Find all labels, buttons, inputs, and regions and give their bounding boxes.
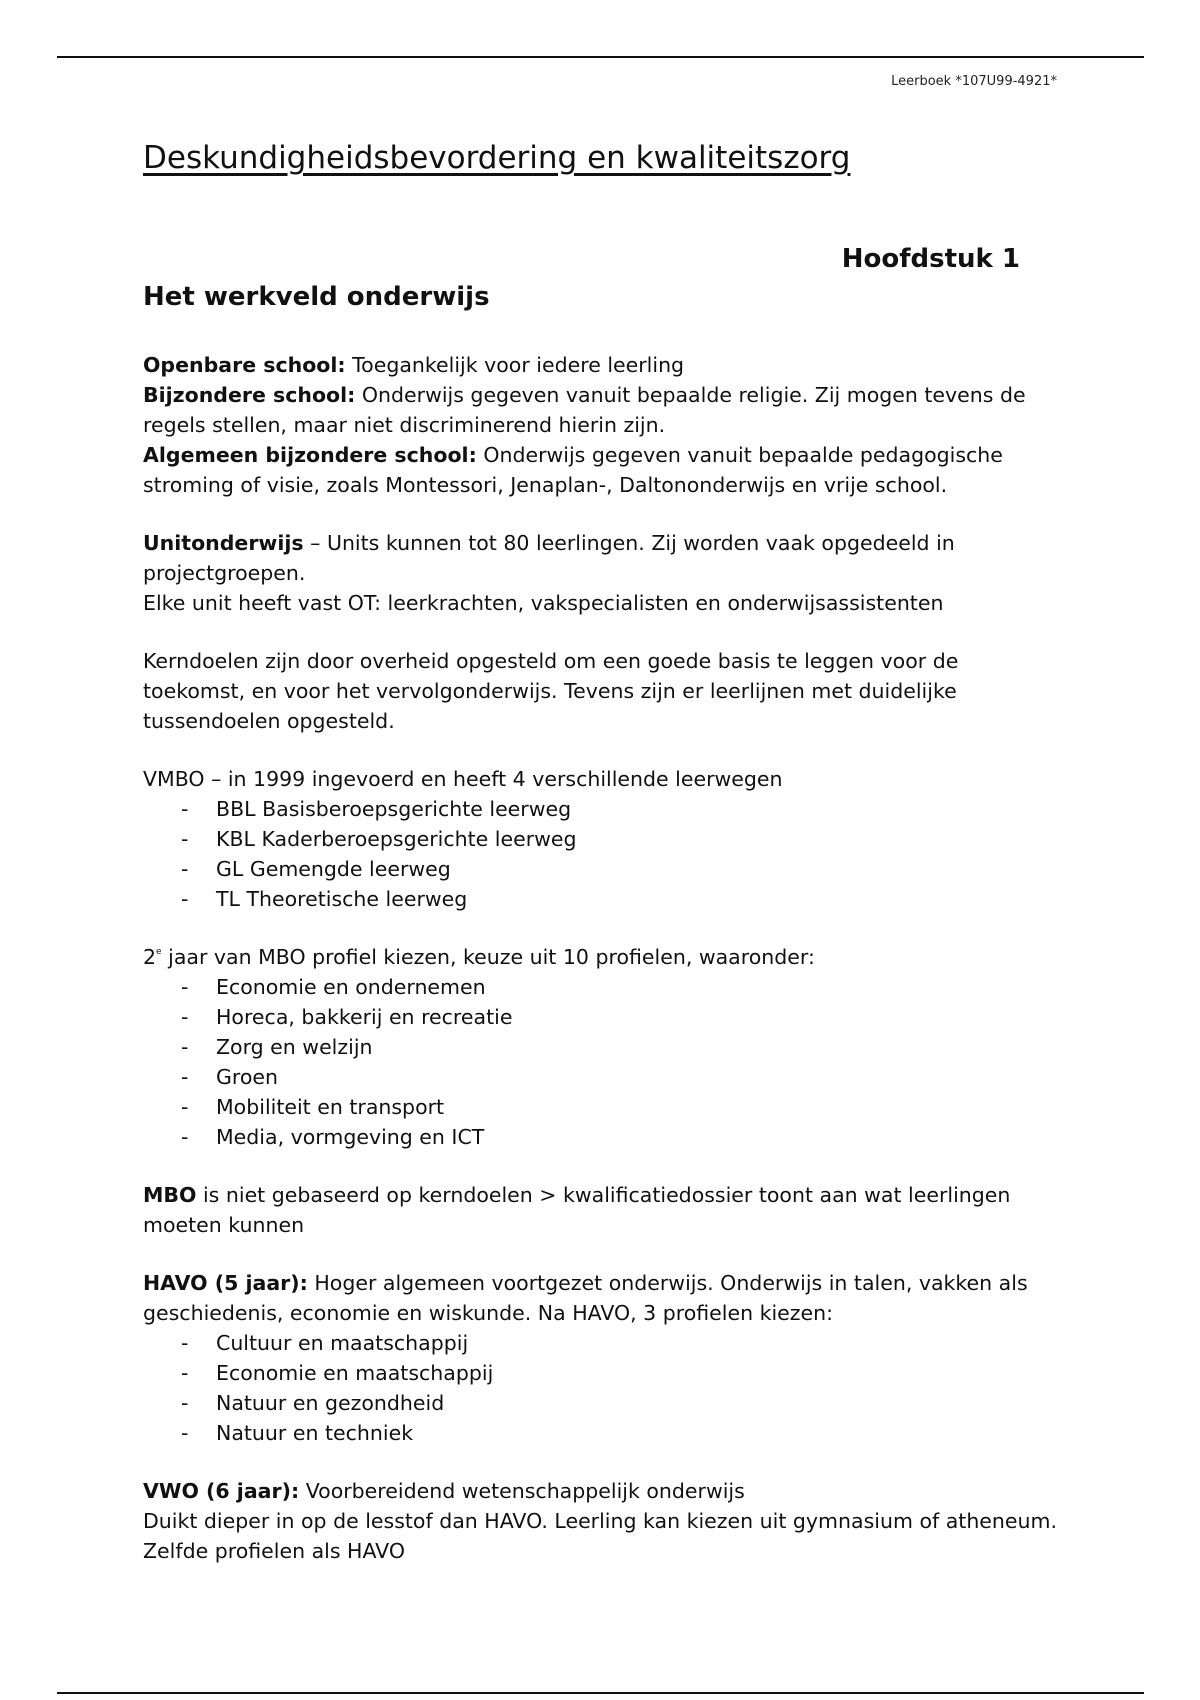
- list-item: - Natuur en gezondheid: [143, 1388, 1063, 1418]
- list-item: - KBL Kaderberoepsgerichte leerweg: [143, 824, 1063, 854]
- ordinal: 2: [143, 945, 157, 969]
- term: MBO: [143, 1183, 197, 1207]
- vmbo-list: [143, 794, 1063, 914]
- list-item: - Media, vormgeving en ICT: [143, 1122, 1063, 1152]
- vwo-line: Zelfde profielen als HAVO: [143, 1539, 405, 1563]
- definition-text: Onderwijs gegeven vanuit bepaalde pedagogische stroming of visie, zoals Montessori, Jenaplan-, Daltononderwijs en vrije school.: [143, 443, 1003, 497]
- term: Openbare school:: [143, 353, 346, 377]
- vwo-line: Duikt dieper in op de lesstof dan HAVO. Leerling kan kiezen uit gymnasium of atheneum.: [143, 1509, 1058, 1533]
- kerndoelen-section: [143, 646, 1063, 736]
- term: HAVO (5 jaar):: [143, 1271, 308, 1295]
- school-types: [143, 350, 1063, 500]
- document-body: [143, 350, 1063, 1594]
- list-item: - Zorg en welzijn: [143, 1032, 1063, 1062]
- unitonderwijs-section: [143, 528, 1063, 618]
- list-item: - Economie en maatschappij: [143, 1358, 1063, 1388]
- list-item: - Horeca, bakkerij en recreatie: [143, 1002, 1063, 1032]
- list-item: - Natuur en techniek: [143, 1418, 1063, 1448]
- term: Unitonderwijs: [143, 531, 304, 555]
- chapter-title: Het werkveld onderwijs: [143, 282, 490, 312]
- list-item: - BBL Basisberoepsgerichte leerweg: [143, 794, 1063, 824]
- havo-profiles-list: [143, 1328, 1063, 1448]
- havo-paragraph: [143, 1268, 1063, 1328]
- definition-text: – Units kunnen tot 80 leerlingen. Zij worden vaak opgedeeld in projectgroepen.: [143, 531, 955, 585]
- definition-text: Toegankelijk voor iedere leerling: [352, 353, 685, 377]
- definition-bijzondere-school: [143, 380, 1063, 440]
- list-item: - Groen: [143, 1062, 1063, 1092]
- list-item: - TL Theoretische leerweg: [143, 884, 1063, 914]
- list-item: - Economie en ondernemen: [143, 972, 1063, 1002]
- vmbo-intro: VMBO – in 1999 ingevoerd en heeft 4 verschillende leerwegen: [143, 767, 783, 791]
- mbo-profiles-list: [143, 972, 1063, 1152]
- term: VWO (6 jaar):: [143, 1479, 300, 1503]
- vmbo-section: [143, 764, 1063, 914]
- unit-paragraph: [143, 528, 1063, 588]
- document-title: Deskundigheidsbevordering en kwaliteitszorg: [143, 140, 851, 176]
- mbo-section: [143, 1180, 1063, 1240]
- list-item: - Cultuur en maatschappij: [143, 1328, 1063, 1358]
- definition-text: Voorbereidend wetenschappelijk onderwijs: [305, 1479, 745, 1503]
- havo-section: [143, 1268, 1063, 1448]
- kerndoelen-paragraph: Kerndoelen zijn door overheid opgesteld om een goede basis te leggen voor de toekomst, en voor het vervolgonderwijs. Tevens zijn er leerlijnen met duidelijke tussendoelen opgesteld.: [143, 649, 959, 733]
- header-rule: [57, 56, 1144, 58]
- definition-text: is niet gebaseerd op kerndoelen > kwalificatiedossier toont aan wat leerlingen moeten kunnen: [143, 1183, 1011, 1237]
- intro-text: jaar van MBO profiel kiezen, keuze uit 10 profielen, waaronder:: [168, 945, 815, 969]
- vwo-section: [143, 1476, 1063, 1566]
- definition-text: Onderwijs gegeven vanuit bepaalde religie. Zij mogen tevens de regels stellen, maar niet discriminerend hierin zijn.: [143, 383, 1026, 437]
- term: Bijzondere school:: [143, 383, 356, 407]
- header-reference: Leerboek *107U99-4921*: [891, 74, 1057, 89]
- list-item: - Mobiliteit en transport: [143, 1092, 1063, 1122]
- term: Algemeen bijzondere school:: [143, 443, 477, 467]
- mbo-paragraph: [143, 1180, 1063, 1240]
- definition-openbare-school: [143, 350, 1063, 380]
- mbo-profiles-section: [143, 942, 1063, 1152]
- footer-rule: [57, 1692, 1144, 1694]
- ordinal-suffix: e: [156, 947, 162, 957]
- definition-algemeen-bijzondere-school: [143, 440, 1063, 500]
- mbo-profiles-intro: [143, 942, 1063, 972]
- chapter-label: Hoofdstuk 1: [841, 244, 1020, 274]
- unit-line: Elke unit heeft vast OT: leerkrachten, vakspecialisten en onderwijsassistenten: [143, 591, 944, 615]
- list-item: - GL Gemengde leerweg: [143, 854, 1063, 884]
- vwo-paragraph: [143, 1476, 1063, 1506]
- definition-text: Hoger algemeen voortgezet onderwijs. Onderwijs in talen, vakken als geschiedenis, economie en wiskunde. Na HAVO, 3 profielen kiezen:: [143, 1271, 1028, 1325]
